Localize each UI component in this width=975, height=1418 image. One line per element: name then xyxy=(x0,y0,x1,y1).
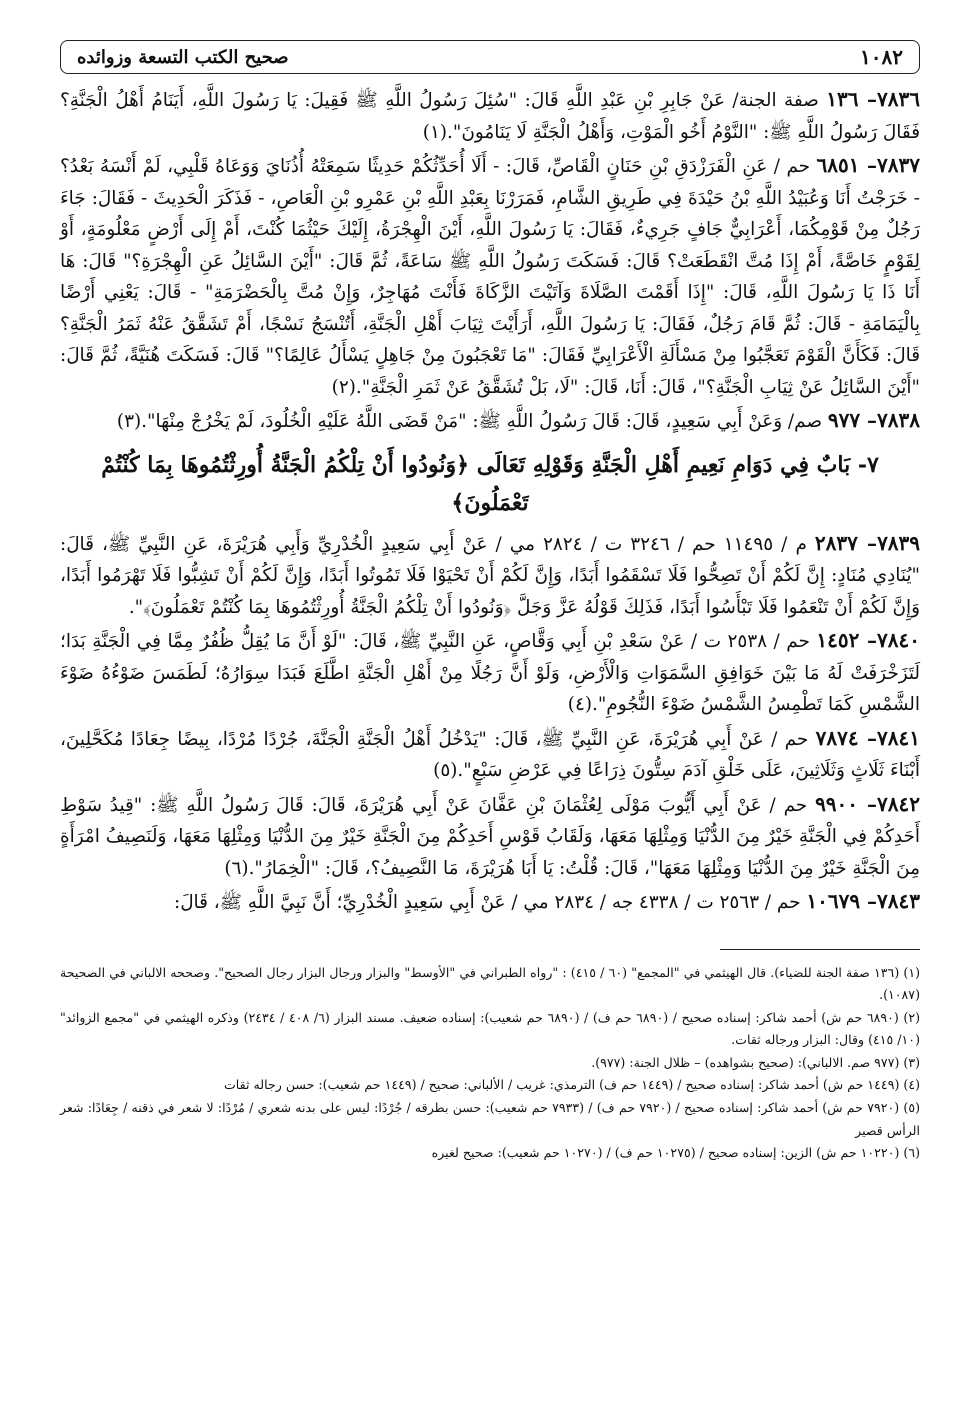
book-page xyxy=(60,40,920,1390)
hadith-number: ٧٨٤١– ٧٨٧٤ xyxy=(815,725,920,750)
hadith-number: ٧٨٤٢– ٩٩٠٠ xyxy=(815,791,920,816)
hadith-text: حم / عَنْ أَبِي هُرَيْرَةَ، عَنِ النَّبِيِّ ﷺ، قَالَ: "يَدْخُلُ أَهْلُ الْجَنَّةِ الْجَنَّةَ، جُرْدًا مُرْدًا، بِيضًا جِعَادًا مُكَحَّلِينَ، أَبْنَاءَ ثَلَاثٍ وَثَلَاثِينَ، عَلَى خَلْقِ آدَمَ سِتُّونَ ذِرَاعًا فِي عَرْضِ سَبْعٍ".(٥) xyxy=(60,728,920,781)
hadith-7841 xyxy=(60,723,920,787)
page-header xyxy=(60,40,920,74)
hadith-text: صم/ وَعَنْ أَبِي سَعِيدٍ، قَالَ: قَالَ رَسُولُ اللَّهِ ﷺ: "مَنْ قَضَى اللَّهُ عَلَيْهِ الْخُلُودَ، لَمْ يَخْرُجْ مِنْهَا".(٣) xyxy=(116,411,828,432)
footnote-divider xyxy=(720,949,920,950)
footnote-3: (٣) (٩٧٧ صم. الالباني): (صحيح بشواهده) – ظلال الجنة: (٩٧٧). xyxy=(591,1054,920,1070)
hadith-text: حم / عَنِ الْفَرَزْدَقِ بْنِ حَنَانٍ الْقَاصِّ، قَالَ: - أَلَا أُحَدِّثُكُمْ حَدِيثًا سَمِعَتْهُ أُذُنَايَ وَوَعَاهُ قَلْبِي، لَمْ أَنْسَهُ بَعْدُ؟ - خَرَجْتُ أَنَا وَعُبَيْدُ اللَّهِ بْنُ حَيْدَةَ فِي طَرِيقِ الشَّامِ، فَمَرَرْنَا بِعَبْدِ اللَّهِ بْنِ عَمْرِو بْنِ الْعَاصِ، - فَذَكَرَ الْحَدِيثَ - فَقَالَ: جَاءَ رَجُلٌ مِنْ قَوْمِكُمَا، أَعْرَابِيٌّ جَافٍ جَرِيءٌ، فَقَالَ: يَا رَسُولَ اللَّهِ، أَيْنَ الْهِجْرَةُ، إِلَيْكَ حَيْثُمَا كُنْتَ، أَمْ إِلَى أَرْضٍ مَعْلُومَةٍ، أَوْ لِقَوْمٍ خَاصَّةً، أَمْ إِذَا مُتَّ انْقَطَعَتْ؟ قَالَ: فَسَكَتَ رَسُولُ اللَّهِ ﷺ سَاعَةً، ثُمَّ قَالَ: "أَيْنَ السَّائِلُ عَنِ الْهِجْرَةِ؟" قَالَ: هَا أَنَا ذَا يَا رَسُولَ اللَّهِ، قَالَ: "إِذَا أَقَمْتَ الصَّلَاةَ وَآتَيْتَ الزَّكَاةَ فَأَنْتَ مُهَاجِرٌ، وَإِنْ مُتَّ بِالْحَضْرَمَةِ" - قَالَ: يَعْنِي أَرْضًا بِالْيَمَامَةِ - قَالَ: ثُمَّ قَامَ رَجُلٌ، فَقَالَ: يَا رَسُولَ اللَّهِ، أَرَأَيْتَ ثِيَابَ أَهْلِ الْجَنَّةِ، أَتُنْسَجُ نَسْجًا، أَمْ تَشَقَّقُ عَنْهُ ثَمَرُ الْجَنَّةِ؟ قَالَ: فَكَأَنَّ الْقَوْمَ تَعَجَّبُوا مِنْ مَسْأَلَةِ الْأَعْرَابِيِّ فَقَالَ: "مَا تَعْجَبُونَ مِنْ جَاهِلٍ يَسْأَلُ عَالِمًا؟" قَالَ: فَسَكَتَ هُنَيَّةً، ثُمَّ قَالَ: "أَيْنَ السَّائِلُ عَنْ ثِيَابِ الْجَنَّةِ؟"، قَالَ: أَنَا، قَالَ: "لَا، بَلْ تُشَقَّقُ عَنْ ثَمَرِ الْجَنَّةِ".(٢) xyxy=(60,156,920,398)
hadith-text: م / ١١٤٩٥ حم / ٣٢٤٦ ت / ٢٨٢٤ مي / عَنْ أَبِي سَعِيدٍ الْخُدْرِيِّ وَأَبِي هُرَيْرَةَ، عَنِ النَّبِيِّ ﷺ، قَالَ: "يُنَادِي مُنَادٍ: إِنَّ لَكُمْ أَنْ تَصِحُّوا فَلَا تَسْقَمُوا أَبَدًا، وَإِنَّ لَكُمْ أَنْ تَحْيَوْا فَلَا تَمُوتُوا أَبَدًا، وَإِنَّ لَكُمْ أَنْ تَشِبُّوا فَلَا تَهْرَمُوا أَبَدًا، وَإِنَّ لَكُمْ أَنْ تَنْعَمُوا فَلَا تَبْأَسُوا أَبَدًا، فَذَلِكَ قَوْلُهُ عَزَّ وَجَلَّ ﴿وَنُودُوا أَنْ تِلْكُمُ الْجَنَّةُ أُورِثْتُمُوهَا بِمَا كُنْتُمْ تَعْمَلُونَ﴾". xyxy=(60,533,920,618)
hadith-number: ٧٨٣٦– ١٣٦ xyxy=(826,87,921,111)
book-title: صحيح الكتب التسعة وزوائده xyxy=(77,46,289,68)
footnote-1: (١) (١٣٦ صفة الجنة للضياء). قال الهيثمي في "المجمع" (٦٠ / ٤١٥) : "رواه الطبراني في "الأوسط" والبزار ورجال البزار رجال الصحيح". وصححه الالباني في الصحيحة (١٠٨٧). xyxy=(60,964,920,1003)
chapter-title: ٧- بَابٌ فِي دَوَامِ نَعِيمِ أَهْلِ الْجَنَّةِ وَقَوْلِهِ تَعَالَى ﴿وَنُودُوا أَنْ تِلْكُمُ الْجَنَّةُ أُورِثْتُمُوهَا بِمَا كُنْتُمْ تَعْمَلُونَ﴾ xyxy=(101,451,879,516)
page-number: ١٠٨٢ xyxy=(860,45,903,69)
footnote-2: (٢) (٦٨٩٠ حم ش) أحمد شاكر: إسناده صحيح / (٦٨٩٠ حم ف) / (٦٨٩٠ حم شعيب): إسناده ضعيف. مسند البزار (٦/ ٤٠٨ / ٢٤٣٤) وذكره الهيثمي في "مجمع الزوائد" (١٠/ ٤١٥) وقال: البزار ورجاله ثقات. xyxy=(60,1009,921,1048)
hadith-7838 xyxy=(60,405,920,438)
footnote-5: (٥) (٧٩٢٠ حم ش) أحمد شاكر: إسناده صحيح / (٧٩٢٠ حم ف) / (٧٩٣٣ حم شعيب): حسن بطرقه / جُرْدًا: ليس على بدنه شعري / مُرْدًا: لا شعر في ذقنه / جِعَادًا: شعر الرأس قصير xyxy=(60,1100,920,1138)
hadith-7837 xyxy=(60,150,920,403)
footnote-6: (٦) (١٠٢٢٠ حم ش) الزين: إسناده صحيح / (١٠٢٧٥ حم ف) / (١٠٢٧٠ حم شعيب): صحيح لغيره xyxy=(431,1145,920,1161)
hadith-7842 xyxy=(60,789,920,885)
hadith-7843 xyxy=(60,886,920,919)
hadith-number: ٧٨٣٧– ٦٨٥١ xyxy=(816,153,920,177)
hadith-number: ٧٨٣٩– ٢٨٣٧ xyxy=(814,530,921,555)
footnote-4: (٤) (١٤٤٩ حم ش) أحمد شاكر: إسناده صحيح / (١٤٤٩ حم ف) الترمذي: غريب / الألباني: صحيح / (١٤٤٩ حم شعيب): حسن رجاله ثقات xyxy=(223,1077,920,1093)
hadith-7839 xyxy=(60,528,920,624)
hadith-text: حم / عَنْ أَبِي أَيُّوبَ مَوْلَى لِعُثْمَانَ بْنِ عَفَّانَ عَنْ أَبِي هُرَيْرَةَ، قَالَ: قَالَ رَسُولُ اللَّهِ ﷺ: "قِيدُ سَوْطِ أَحَدِكُمْ فِي الْجَنَّةِ خَيْرٌ مِنَ الدُّنْيَا وَمِثْلِهَا مَعَهَا، وَلَقَابُ قَوْسِ أَحَدِكُمْ مِنَ الْجَنَّةِ خَيْرٌ مِنَ الدُّنْيَا وَمِثْلِهَا مَعَهَا، وَلَنَصِيفُ امْرَأَةٍ مِنَ الْجَنَّةِ خَيْرٌ مِنَ الدُّنْيَا وَمِثْلِهَا مَعَهَا"، قَالَ: قُلْتُ: يَا أَبَا هُرَيْرَةَ، مَا النَّصِيفُ؟، قَالَ: "الْخِمَارُ".(٦) xyxy=(60,794,920,879)
hadith-number: ٧٨٤٠– ١٤٥٢ xyxy=(816,628,920,652)
hadith-7840 xyxy=(60,625,920,721)
hadith-number: ٧٨٤٣– ١٠٦٧٩ xyxy=(806,889,920,913)
footnotes xyxy=(60,962,920,1165)
main-text xyxy=(60,84,920,919)
hadith-number: ٧٨٣٨– ٩٧٧ xyxy=(827,408,920,432)
hadith-7836 xyxy=(60,84,920,148)
hadith-text: صفة الجنة/ عَنْ جَابِرِ بْنِ عَبْدِ اللَّهِ قَالَ: "سُئِلَ رَسُولُ اللَّهِ ﷺ فَقِيلَ: يَا رَسُولَ اللَّهِ، أَيَنَامُ أَهْلُ الْجَنَّةِ؟ فَقَالَ رَسُولُ اللَّهِ ﷺ: "النَّوْمُ أَخُو الْمَوْتِ، وَأَهْلُ الْجَنَّةِ لَا يَنَامُونَ".(١) xyxy=(60,90,920,143)
hadith-text: حم / ٢٥٦٣ ت / ٤٣٣٨ جه / ٢٨٣٤ مي / عَنْ أَبِي سَعِيدٍ الْخُدْرِيِّ؛ أَنَّ نَبِيَّ اللَّهِ ﷺ، قَالَ: xyxy=(174,892,807,913)
hadith-text: حم / ٢٥٣٨ ت / عَنْ سَعْدِ بْنِ أَبِي وَقَّاصٍ، عَنِ النَّبِيِّ ﷺ، قَالَ: "لَوْ أَنَّ مَا يُقِلُّ ظُفُرٌ مِمَّا فِي الْجَنَّةِ بَدَا؛ لَتَزَخْرَفَتْ لَهُ مَا بَيْنَ خَوَافِقِ السَّمَوَاتِ وَالْأَرْضِ، وَلَوْ أَنَّ رَجُلًا مِنْ أَهْلِ الْجَنَّةِ اطَّلَعَ فَبَدَا سِوَارُهُ؛ لَطَمَسَ ضَوْءُهُ ضَوْءَ الشَّمْسِ كَمَا تَطْمِسُ الشَّمْسُ ضَوْءَ النُّجُومِ".(٤) xyxy=(60,631,920,715)
